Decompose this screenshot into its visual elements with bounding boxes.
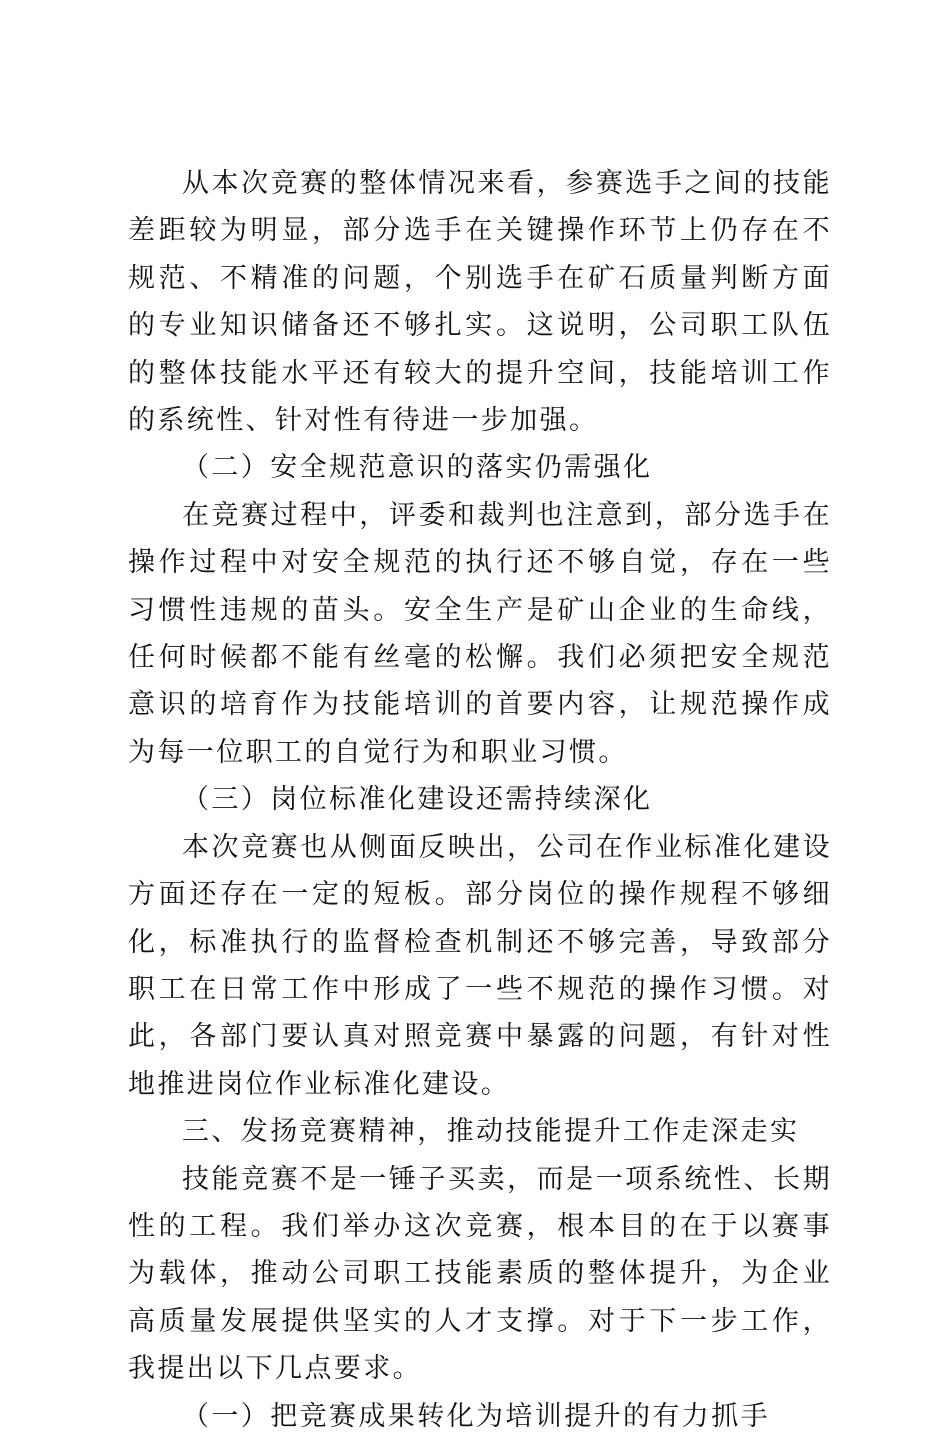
heading-safety-awareness: （二）安全规范意识的落实仍需强化 [182,452,653,484]
heading-standardization: （三）岗位标准化建设还需持续深化 [182,784,653,816]
paragraph-skill-gap: 从本次竞赛的整体情况来看，参赛选手之间的技能差距较为明显，部分选手在关键操作环节上仍存在不规范、不精准的问题，个别选手在矿石质量判断方面的专业知识储备还不够扎实。这说明，公司职工队伍的整体技能水平还有较大的提升空间，技能培训工作的系统性、针对性有待进一步加强。 [128,168,832,437]
heading-training-results: （一）把竞赛成果转化为培训提升的有力抓手 [182,1400,770,1432]
heading-section-three: 三、发扬竞赛精神，推动技能提升工作走深走实 [182,1116,800,1148]
paragraph-standardization: 本次竞赛也从侧面反映出，公司在作业标准化建设方面还存在一定的短板。部分岗位的操作规程不够细化，标准执行的监督检查机制还不够完善，导致部分职工在日常工作中形成了一些不规范的操作习惯。对此，各部门要认真对照竞赛中暴露的问题，有针对性地推进岗位作业标准化建设。 [128,831,832,1100]
paragraph-section-three: 技能竞赛不是一锤子买卖，而是一项系统性、长期性的工程。我们举办这次竞赛，根本目的在于以赛事为载体，推动公司职工技能素质的整体提升，为企业高质量发展提供坚实的人才支撑。对于下一步工作，我提出以下几点要求。 [128,1163,832,1385]
paragraph-safety-awareness: 在竞赛过程中，评委和裁判也注意到，部分选手在操作过程中对安全规范的执行还不够自觉，存在一些习惯性违规的苗头。安全生产是矿山企业的生命线，任何时候都不能有丝毫的松懈。我们必须把安全规范意识的培育作为技能培训的首要内容，让规范操作成为每一位职工的自觉行为和职业习惯。 [128,499,832,768]
document-body [128,160,832,1440]
